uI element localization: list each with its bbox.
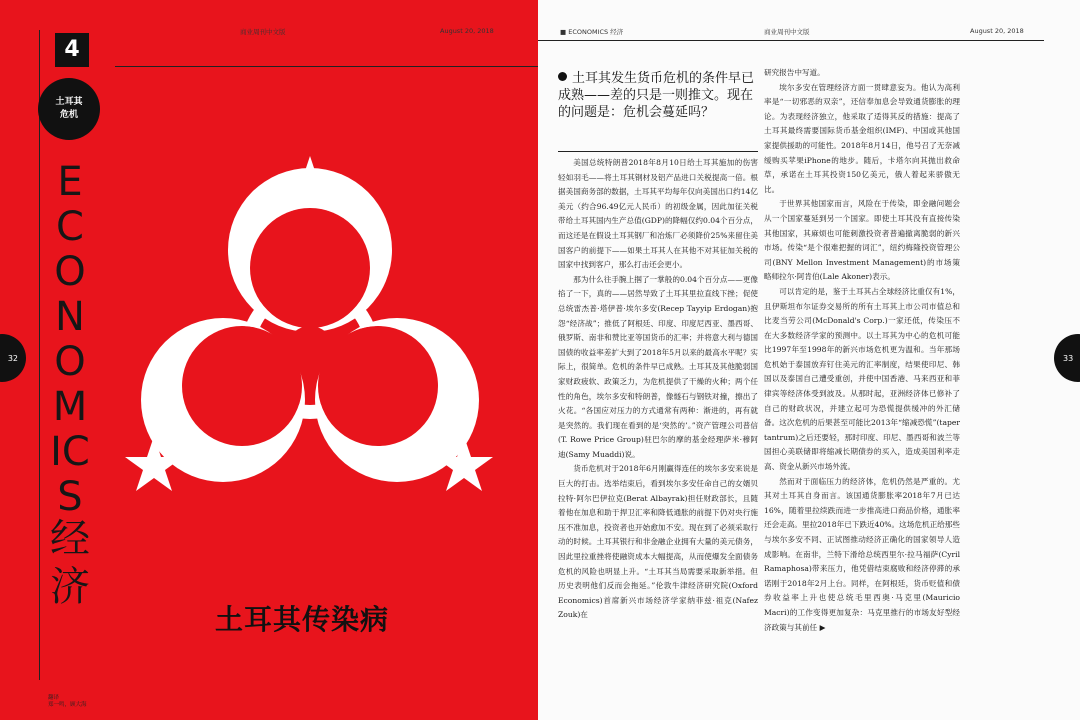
- section-label-line1: 土耳其: [55, 97, 83, 107]
- paragraph: 于世界其他国家而言，风险在于传染，即金融问题会从一个国家蔓延到另一个国家。即使土耳其没有直接传染其他国家，其麻烦也可能刺激投资者普遍撤离脆弱的新兴市场。传染“是个很难把握的词汇”，纽约梅隆投资管理公司(BNY Mellon Investment Management)的市场策略师拉尔·阿肯伯(Lale Akoner)表示。: [764, 199, 960, 282]
- vertical-section-title-cn: 经济: [50, 516, 90, 610]
- translator-credit: 翻译 郑一鸣，顾大海: [48, 695, 87, 708]
- header-rule: [115, 66, 538, 67]
- header-section: ■ ECONOMICS 经济: [560, 28, 624, 36]
- headline-rule: [558, 151, 758, 152]
- issue-number: 4: [55, 33, 89, 67]
- paragraph: 埃尔多安在管理经济方面一贯肆意妄为。他认为高利率是“一切邪恶的双亲”，还信奉加息会导致通货膨胀的理论。为表现经济独立，他采取了适得其反的措施：提高了土耳其最终需要国际货币基金组织(IMF)、中国或其他国家提供援助的可能性。2018年8月14日，他号召了无奈减缓购买苹果iPhone的地步。随后，卡塔尔向其抛出救命草，承诺在土耳其投资150亿美元，俄人着起来骄傲无比。: [764, 82, 960, 194]
- paragraph: 然而对于面临压力的经济体，危机仍然是严重的。尤其对土耳其自身而言。该国通货膨胀率2018年7月已达16%，随着里拉续跌而进一步推高进口商品价格，通胀率还会走高。里拉2018年已下跌近40%。这场危机正给那些与埃尔多安不同、正试图推动经济正确化的国家领导人造成影响。在南非，兰特下滑给总统西里尔·拉马福萨(Cyril Ramaphosa)带来压力，他凭借结束腐败和经济停滞的承诺刚于2018年2月上台。同样，在阿根廷，货币贬值和债券收益率上升也使总统毛里西奥·马克里(Mauricio Macri)的工作变得更加复杂：马克里推行的市场友好型经济政策与其前任 ▶: [764, 476, 960, 632]
- right-page: [538, 0, 1080, 720]
- page-number-left: 32: [0, 334, 26, 382]
- page-number-right: 33: [1054, 334, 1080, 382]
- section-label-line2: 危机: [59, 110, 78, 120]
- article-column-2: [764, 66, 960, 714]
- article-column-1: [558, 156, 758, 712]
- paragraph: 美国总统特朗普2018年8月10日给土耳其施加的伤害轻如羽毛——将土耳其钢材及铝产品进口关税提高一倍。根据美国商务部的数据，土耳其平均每年仅向美国出口约14亿美元（约合96.49亿元人民币）的初级金属，因此加征关税带给土耳其国内生产总值(GDP)的降幅仅约0.04个百分点，而这还是在假设土耳其钢厂和冶炼厂必须降价25%来留住美国客户的前提下——如果土耳其人在其他不对其征加关税的国家中找到客户，那么打击还会更小。: [558, 158, 758, 270]
- paragraph: 研究报告中写道。: [764, 68, 825, 77]
- bullet-icon: [558, 72, 567, 81]
- left-margin-rule: [39, 30, 40, 680]
- header-rule: [538, 40, 1044, 41]
- paragraph: 货币危机对于2018年6月刚赢得连任的埃尔多安来说是巨大的打击。选举结束后，看到埃尔多安任命自己的女婿贝拉特·阿尔巴伊拉克(Berat Albayrak)担任财政部长，且随着他在加息和助于捍卫汇率和降低通胀的前提下仍对央行施压不准加息，投资者也开始愈加不安。现在到了必须采取行动的时候。土耳其银行和非金融企业拥有大量的美元债务，因此里拉重挫将使融资成本大幅提高，从而使爆发全面债务危机的风险也明显上升。“土耳其当局需要采取新举措。但历史表明他们反而会拖延。”伦敦牛津经济研究院(Oxford Economics)首席新兴市场经济学家纳菲兹·祖克(Nafez Zouk)在: [558, 464, 758, 620]
- cover-title: 土耳其传染病: [215, 603, 390, 636]
- header-date: August 20, 2018: [440, 27, 494, 35]
- header-date: August 20, 2018: [970, 27, 1024, 35]
- vertical-section-title: ECONOMICS: [50, 159, 90, 520]
- header-publication: 商业周刊中文版: [240, 28, 286, 36]
- section-badge: [38, 78, 100, 140]
- paragraph: 那为什么往手腕上掴了一掌般的0.04个百分点——更像掐了一下，真的——居然导致了土耳其里拉直线下挫；促使总统雷杰普·塔伊普·埃尔多安(Recep Tayyip Erdogan)抱怨“经济战”；推低了阿根廷、印度、印度尼西亚、墨西哥、俄罗斯、南非和赞比亚等国货币的汇率；并将意大利与德国国债的收益率差扩大到了2018年5月以来的最高水平呢？实际上，很简单。危机的条件早已成熟。土耳其及其他脆弱国家财政疲软、政策乏力，为危机提供了干燥的火种；两个任性的角色，埃尔多安和特朗普，像燧石与钢铁对撞，擦出了火花。“各国应对压力的方式通常有两种：渐进的，再有就是突然的。我们现在看到的是‘突然的’。”资产管理公司普信(T. Rowe Price Group)驻巴尔的摩的基金经理萨米·穆阿迪(Samy Muaddi)说。: [558, 274, 758, 459]
- biohazard-star-symbol: [110, 150, 510, 550]
- paragraph: 可以肯定的是，鉴于土耳其占全球经济比重仅有1%，且伊斯坦布尔证券交易所的所有土耳其上市公司市值总和比麦当劳公司(McDonald's Corp.)一家还低，传染压不在大多数经济学家的预测中。以土耳其为中心的危机可能比1997年至1998年的新兴市场危机更为温和。当年那场危机始于泰国放弃钉住美元的汇率制度，结果使印尼、韩国以及泰国自己遭受重创，并使中国香港、马来西亚和菲律宾等经济体受到波及。从那时起，亚洲经济体已修补了自己的财政状况，并建立起可为恐慌提供缓冲的外汇储备。这次危机的后果甚至可能比2013年“缩减恐慌”(taper tantrum)之后还要轻，那时印度、印尼、墨西哥和波兰等国担心美联储即将缩减长期债券的买入，造成美国利率走高、资金从新兴市场外流。: [764, 286, 960, 472]
- header-publication: 商业周刊中文版: [764, 28, 810, 36]
- left-page: [0, 0, 538, 720]
- article-headline: 土耳其发生货币危机的条件早已成熟——差的只是一则推文。现在的问题是：危机会蔓延吗？: [558, 71, 755, 120]
